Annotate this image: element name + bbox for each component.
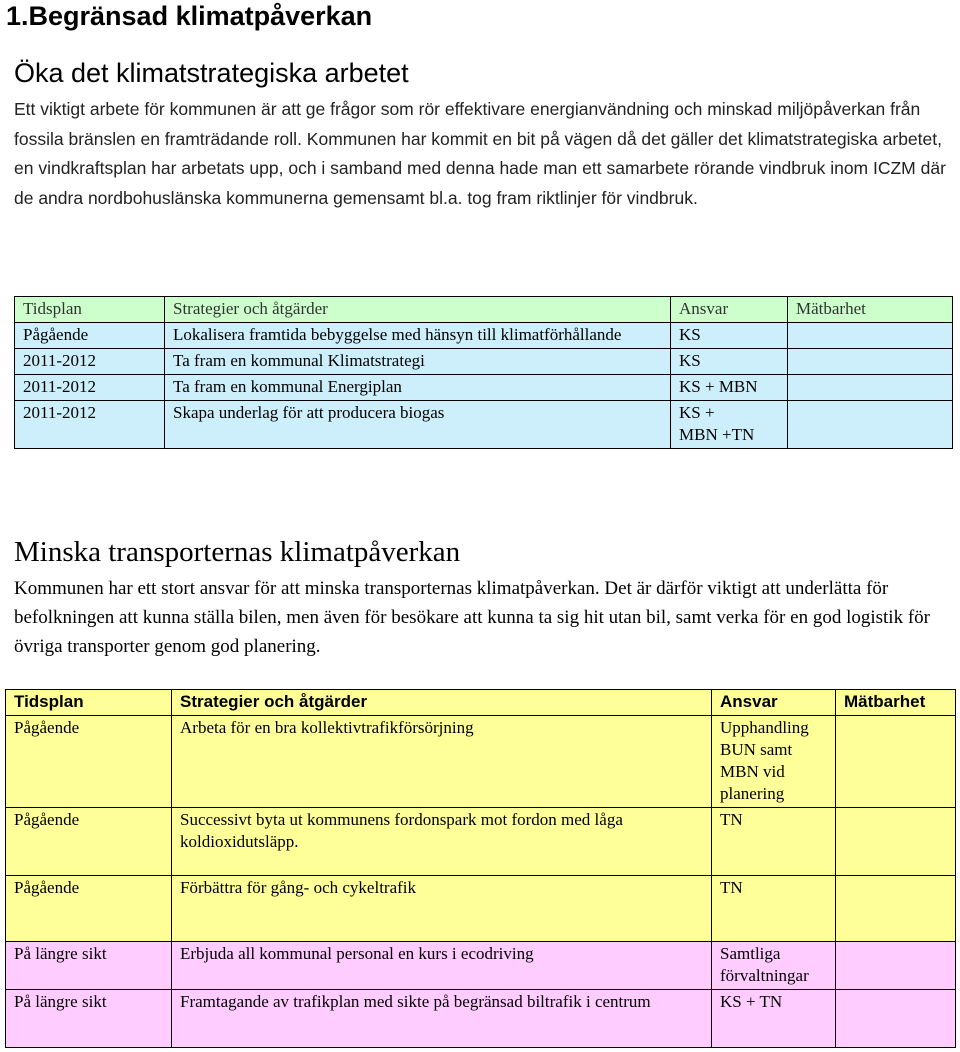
header-strategier: Strategier och åtgärder (172, 690, 712, 716)
cell-strategi: Arbeta för en bra kollektivtrafikförsörjning (172, 716, 712, 808)
cell-strategi: Ta fram en kommunal Klimatstrategi (165, 349, 671, 375)
cell-ansvar: KS + MBN +TN (671, 401, 788, 449)
header-matbarhet: Mätbarhet (788, 297, 953, 323)
table-row (6, 942, 956, 990)
cell-strategi: Förbättra för gång- och cykeltrafik (172, 876, 712, 942)
cell-matbarhet (788, 323, 953, 349)
table-row (15, 349, 953, 375)
header-tidsplan: Tidsplan (15, 297, 165, 323)
cell-matbarhet (836, 942, 956, 990)
cell-matbarhet (836, 716, 956, 808)
cell-ansvar: Upphandling BUN samt MBN vid planering (712, 716, 836, 808)
header-ansvar: Ansvar (712, 690, 836, 716)
table-row (6, 808, 956, 876)
cell-strategi: Lokalisera framtida bebyggelse med hänsyn till klimatförhållande (165, 323, 671, 349)
cell-matbarhet (788, 375, 953, 401)
cell-ansvar: KS + TN (712, 990, 836, 1048)
cell-ansvar: KS (671, 349, 788, 375)
cell-matbarhet (836, 808, 956, 876)
header-strategier: Strategier och åtgärder (165, 297, 671, 323)
cell-matbarhet (788, 349, 953, 375)
cell-ansvar: Samtliga förvaltningar (712, 942, 836, 990)
cell-tidsplan: På längre sikt (6, 942, 172, 990)
header-ansvar: Ansvar (671, 297, 788, 323)
table-row (15, 323, 953, 349)
cell-strategi: Ta fram en kommunal Energiplan (165, 375, 671, 401)
cell-matbarhet (836, 990, 956, 1048)
cell-tidsplan: Pågående (6, 716, 172, 808)
section-paragraph-transport: Kommunen har ett stort ansvar för att minska transporternas klimatpåverkan. Det är därför viktigt att underlätta för befolkningen att kunna ställa bilen, men även för besökare att kunna ta sig hit utan bil, samt verka för en god logistik för övriga transporter genom god planering. (14, 578, 930, 657)
cell-strategi: Skapa underlag för att producera biogas (165, 401, 671, 449)
cell-ansvar: KS (671, 323, 788, 349)
table-row (15, 375, 953, 401)
cell-tidsplan: Pågående (15, 323, 165, 349)
cell-tidsplan: På längre sikt (6, 990, 172, 1048)
section-paragraph-climate-strategy: Ett viktigt arbete för kommunen är att ge frågor som rör effektivare energianvändning och minskad miljöpåverkan från fossila bränslen en framträdande roll. Kommunen har kommit en bit på vägen då det gäller det klimatstrategiska arbetet, en vindkraftsplan har arbetats upp, och i samband med denna hade man ett samarbete rörande vindbruk inom ICZM där de andra nordbohuslänska kommunerna gemensamt bl.a. tog fram riktlinjer för vindbruk. (14, 99, 946, 208)
document-heading: 1.Begränsad klimatpåverkan (6, 1, 373, 31)
cell-tidsplan: 2011-2012 (15, 401, 165, 449)
cell-strategi: Erbjuda all kommunal personal en kurs i ecodriving (172, 942, 712, 990)
header-matbarhet: Mätbarhet (836, 690, 956, 716)
table-row (6, 990, 956, 1048)
climate-strategy-table (14, 296, 953, 449)
cell-matbarhet (836, 876, 956, 942)
table-row (6, 876, 956, 942)
section-title-transport: Minska transporternas klimatpåverkan (14, 536, 461, 568)
table-row (15, 401, 953, 449)
cell-tidsplan: 2011-2012 (15, 375, 165, 401)
cell-tidsplan: 2011-2012 (15, 349, 165, 375)
cell-ansvar: KS + MBN (671, 375, 788, 401)
table-header-row (15, 297, 953, 323)
section-title-climate-strategy: Öka det klimatstrategiska arbetet (14, 58, 409, 88)
transport-strategy-table (5, 689, 956, 1048)
cell-strategi: Framtagande av trafikplan med sikte på begränsad biltrafik i centrum (172, 990, 712, 1048)
cell-ansvar: TN (712, 808, 836, 876)
cell-matbarhet (788, 401, 953, 449)
table-header-row (6, 690, 956, 716)
header-tidsplan: Tidsplan (6, 690, 172, 716)
cell-tidsplan: Pågående (6, 808, 172, 876)
cell-ansvar: TN (712, 876, 836, 942)
cell-strategi: Successivt byta ut kommunens fordonspark mot fordon med låga koldioxidutsläpp. (172, 808, 712, 876)
table-row (6, 716, 956, 808)
cell-tidsplan: Pågående (6, 876, 172, 942)
